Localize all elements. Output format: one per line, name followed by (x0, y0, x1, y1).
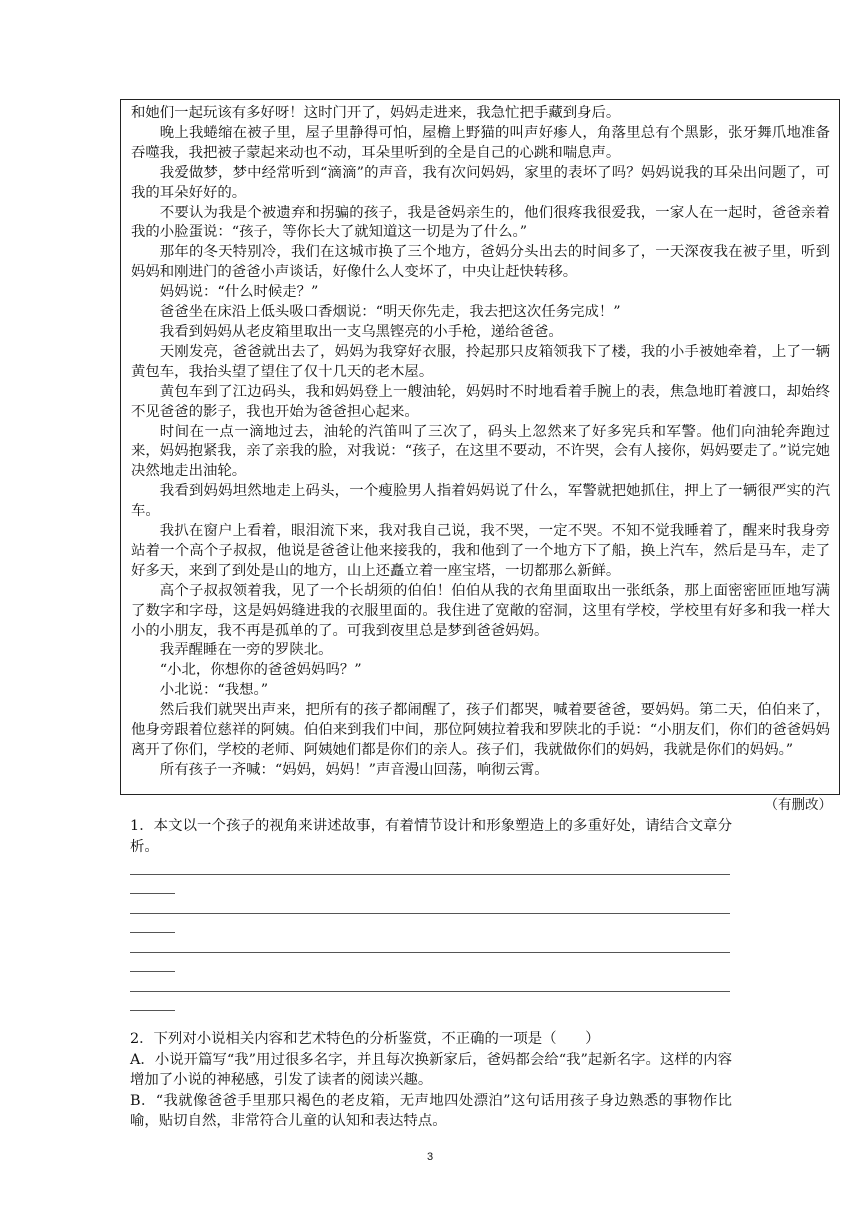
passage-paragraph: 那年的冬天特别冷，我们在这城市换了三个地方，爸妈分头出去的时间多了，一天深夜我在被子里，听到妈妈和刚进门的爸爸小声谈话，好像什么人变坏了，中央让赶快转移。 (131, 244, 830, 281)
answer-line[interactable] (130, 978, 732, 1017)
passage-paragraph: 黄包车到了江边码头，我和妈妈登上一艘油轮，妈妈时不时地看着手腕上的表，焦急地盯着渡口，却始终不见爸爸的影子，我也开始为爸爸担心起来。 (131, 383, 830, 420)
passage-paragraph: 妈妈说：“什么时候走？” (159, 284, 319, 301)
questions-section (130, 816, 732, 1132)
option-b[interactable]: B．“我就像爸爸手里那只褐色的老皮箱，无声地四处漂泊”这句话用孩子身边熟悉的事物作比喻，贴切自然，非常符合儿童的认知和表达特点。 (130, 1092, 732, 1129)
answer-area[interactable] (130, 861, 732, 1017)
passage-paragraph: 然后我们就哭出声来，把所有的孩子都闹醒了，孩子们都哭，喊着要爸爸，要妈妈。第二天，伯伯来了，他身旁跟着位慈祥的阿姨。伯伯来到我们中间，那位阿姨拉着我和罗陕北的手说：“小朋友们，你们的爸爸妈妈离开了你们，学校的老师、阿姨她们都是你们的亲人。孩子们，我就做你们的妈妈，我就是你们的妈妈。” (131, 702, 830, 758)
passage-paragraph: 我看到妈妈从老皮箱里取出一支乌黑铿亮的小手枪，递给爸爸。 (159, 323, 563, 340)
passage-box (120, 99, 840, 795)
passage-paragraph: 时间在一点一滴地过去，油轮的汽笛叫了三次了，码头上忽然来了好多宪兵和军警。他们向油轮奔跑过来，妈妈抱紧我，亲了亲我的脸，对我说：“孩子，在这里不要动，不许哭，会有人接你，妈妈要走了。”说完她决然地走出油轮。 (131, 423, 830, 480)
option-a[interactable]: A．小说开篇写“我”用过很多名字，并且每次换新家后，爸妈都会给“我”起新名字。这样的内容增加了小说的神秘感，引发了读者的阅读兴趣。 (130, 1051, 732, 1088)
passage-paragraph: 爸爸坐在床沿上低头吸口香烟说：“明天你先走，我去把这次任务完成！” (159, 304, 621, 321)
passage-paragraph: 不要认为我是个被遗弃和拐骗的孩子，我是爸妈亲生的，他们很疼我很爱我，一家人在一起时，爸爸亲着我的小脸蛋说：“孩子，等你长大了就知道这一切是为了什么。” (131, 204, 830, 241)
passage-paragraph: 所有孩子一齐喊：“妈妈，妈妈！”声音漫山回荡，响彻云霄。 (159, 761, 549, 778)
page-number: 3 (426, 1151, 434, 1163)
passage-paragraph: 天刚发亮，爸爸就出去了，妈妈为我穿好衣服，拎起那只皮箱领我下了楼，我的小手被她牵着，上了一辆黄包车，我抬头望了望住了仅十几天的老木屋。 (131, 343, 830, 380)
passage-paragraph: “小北，你想你的爸爸妈妈吗？” (159, 662, 362, 679)
answer-line[interactable] (130, 939, 732, 978)
question-1: 1．本文以一个孩子的视角来讲述故事，有着情节设计和形象塑造上的多重好处，请结合文章分析。 (130, 818, 732, 855)
question-2-stem: 2．下列对小说相关内容和艺术特色的分析鉴赏，不正确的一项是（ ） (130, 1031, 600, 1047)
answer-line[interactable] (130, 861, 732, 900)
passage-paragraph: 我扒在窗户上看着，眼泪流下来，我对我自己说，我不哭，一定不哭。不知不觉我睡着了，醒来时我身旁站着一个高个子叔叔，他说是爸爸让他来接我的，我和他到了一个地方下了船，换上汽车，然后是马车，走了好多天，来到了到处是山的地方，山上还矗立着一座宝塔，一切都那么新鲜。 (131, 523, 830, 579)
question-2 (130, 1029, 732, 1132)
passage-paragraph: 我看到妈妈坦然地走上码头，一个瘦脸男人指着妈妈说了什么，军警就把她抓住，押上了一辆很严实的汽车。 (131, 483, 830, 520)
passage-paragraph: 晚上我蜷缩在被子里，屋子里静得可怕，屋檐上野猫的叫声好瘆人，角落里总有个黑影，张牙舞爪地准备吞噬我，我把被子蒙起来动也不动，耳朵里听到的全是自己的心跳和喘息声。 (131, 124, 830, 161)
passage-paragraph: 高个子叔叔领着我，见了一个长胡须的伯伯！伯伯从我的衣角里面取出一张纸条，那上面密密匝匝地写满了数字和字母，这是妈妈缝进我的衣服里面的。我住进了宽敞的窑洞，这里有学校，学校里有好多和我一样大小的小朋友，我不再是孤单的了。可我到夜里总是梦到爸爸妈妈。 (131, 582, 830, 639)
passage-paragraph: 我爱做梦，梦中经常听到“滴滴”的声音，我有次问妈妈，家里的表坏了吗？妈妈说我的耳朵出问题了，可我的耳朵好好的。 (131, 164, 830, 201)
passage-paragraph: 我弄醒睡在一旁的罗陕北。 (159, 642, 333, 659)
passage-paragraph: 小北说：“我想。” (159, 682, 269, 699)
passage-paragraph: 和她们一起玩该有多好呀！这时门开了，妈妈走进来，我急忙把手藏到身后。 (131, 105, 621, 121)
source-note: （有删改） (764, 797, 832, 813)
answer-line[interactable] (130, 900, 732, 939)
